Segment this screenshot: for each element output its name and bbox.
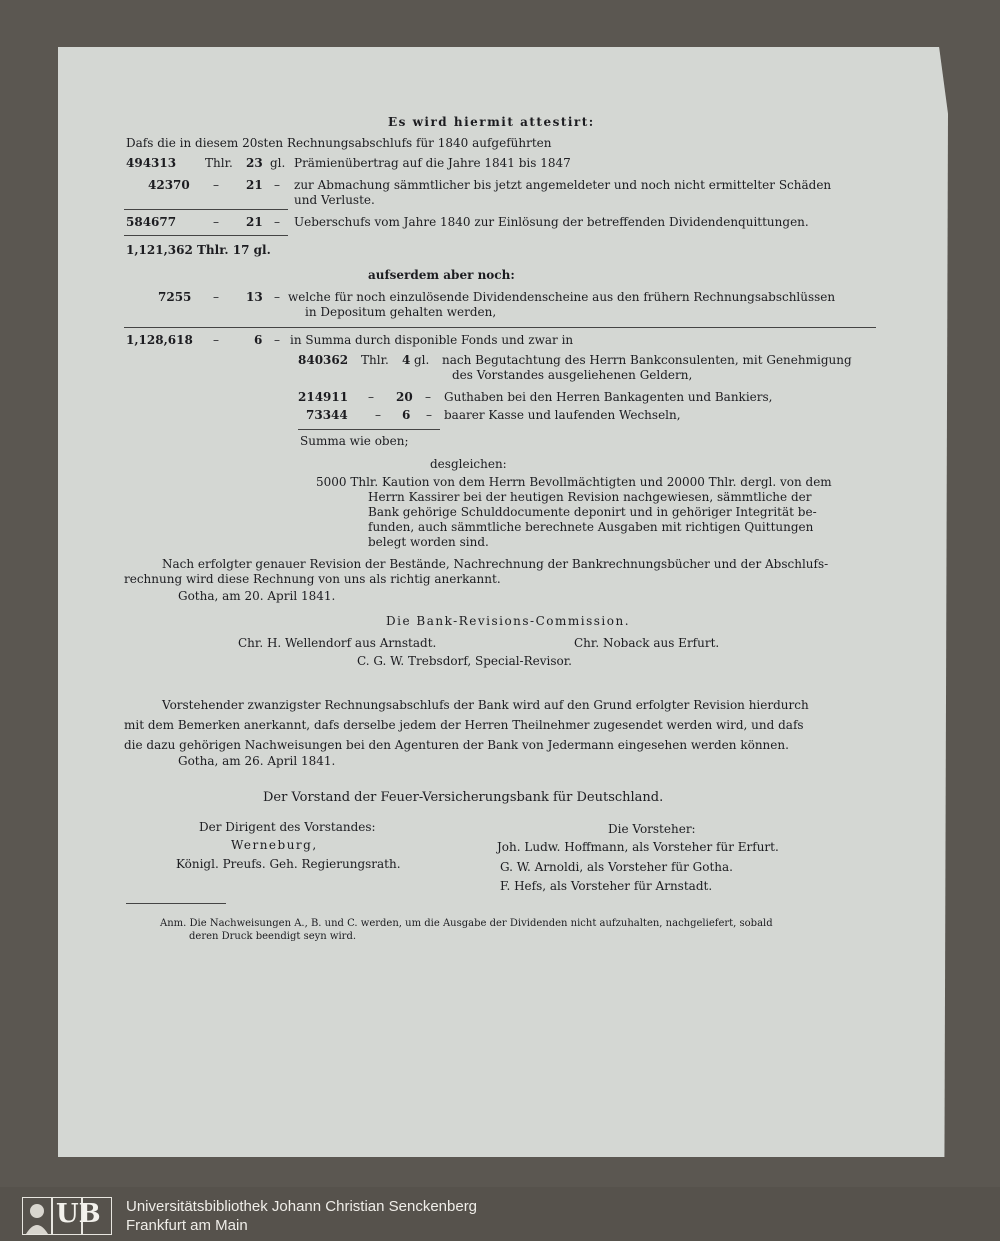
- entry-1-groschen: 23: [246, 156, 263, 170]
- entry-1-unit: Thlr.: [205, 156, 233, 170]
- summa-wie-oben: Summa wie oben;: [300, 434, 409, 448]
- dirigent-label: Der Dirigent des Vorstandes:: [199, 820, 376, 834]
- intro-text: Dafs die in diesem 20sten Rechnungsabschlufs für 1840 aufgeführten: [126, 136, 552, 150]
- total-groschen: 6: [254, 333, 263, 347]
- entry-3-groschen-unit: –: [274, 215, 280, 229]
- entry-2-groschen: 21: [246, 178, 263, 192]
- approval-line-1: Vorstehender zwanzigster Rechnungsabschlufs der Bank wird auf den Grund erfolgter Revision hierdurch: [162, 698, 809, 712]
- total-amount: 1,128,618: [126, 333, 193, 347]
- fund-1-text-cont: des Vorstandes ausgeliehenen Geldern,: [452, 368, 693, 382]
- place-date-2: Gotha, am 26. April 1841.: [178, 754, 336, 768]
- board-title: Der Vorstand der Feuer-Versicherungsbank für Deutschland.: [263, 790, 664, 805]
- total-unit: –: [213, 333, 219, 347]
- vorsteher-2: G. W. Arnoldi, als Vorsteher für Gotha.: [500, 860, 733, 874]
- kaution-line-1: 5000 Thlr. Kaution von dem Herrn Bevollmächtigten und 20000 Thlr. dergl. von dem: [316, 475, 832, 489]
- kaution-line-5: belegt worden sind.: [368, 535, 489, 549]
- kaution-line-2: Herrn Kassirer bei der heutigen Revision nachgewiesen, sämmtliche der: [368, 490, 812, 504]
- vorsteher-3: F. Hefs, als Vorsteher für Arnstadt.: [500, 879, 713, 893]
- approval-line-2: mit dem Bemerken anerkannt, dafs derselbe jedem der Herren Theilnehmer zugesendet werden wird, und dafs: [124, 718, 804, 732]
- entry-2-unit: –: [213, 178, 219, 192]
- footnote-line-2: deren Druck beendigt seyn wird.: [189, 931, 357, 942]
- extra-groschen-unit: –: [274, 290, 280, 304]
- entry-3-amount: 584677: [126, 215, 177, 229]
- fund-1-text: nach Begutachtung des Herrn Bankconsulenten, mit Genehmigung: [442, 353, 852, 367]
- ausserdem-heading: aufserdem aber noch:: [368, 268, 515, 282]
- fund-2-text: Guthaben bei den Herren Bankagenten und Bankiers,: [444, 390, 773, 404]
- commission-member-1: Chr. H. Wellendorf aus Arnstadt.: [238, 636, 437, 650]
- subtotal: 1,121,362 Thlr. 17 gl.: [126, 243, 271, 257]
- entry-1-groschen-unit: gl.: [270, 156, 286, 170]
- extra-text: welche für noch einzulösende Dividendenscheine aus den frühern Rechnungsabschlüssen: [288, 290, 836, 304]
- commission-title: Die Bank-Revisions-Commission.: [386, 614, 631, 628]
- total-groschen-unit: –: [274, 333, 280, 347]
- divider: [124, 235, 288, 236]
- fund-3-groschen-unit: –: [426, 408, 432, 422]
- commission-member-3: C. G. W. Trebsdorf, Special-Revisor.: [357, 654, 572, 668]
- entry-2-groschen-unit: –: [274, 178, 280, 192]
- portrait-icon: [22, 1197, 52, 1235]
- entry-2-text: zur Abmachung sämmtlicher bis jetzt angemeldeter und noch nicht ermittelter Schäden: [294, 178, 832, 192]
- kaution-line-4: funden, auch sämmtliche berechnete Ausgaben mit richtigen Quittungen: [368, 520, 814, 534]
- document-heading: Es wird hiermit attestirt:: [388, 115, 595, 129]
- fund-3-unit: –: [375, 408, 381, 422]
- dirigent-name: Werneburg,: [231, 838, 318, 852]
- fund-3-groschen: 6: [402, 408, 411, 422]
- footnote-line-1: Anm. Die Nachweisungen A., B. und C. werden, um die Ausgabe der Dividenden nicht aufzuhalten, nachgeliefert, sobald: [160, 918, 773, 929]
- fund-1-unit: Thlr.: [361, 353, 389, 367]
- entry-1-amount: 494313: [126, 156, 177, 170]
- vorsteher-label: Die Vorsteher:: [608, 822, 696, 836]
- fund-1-groschen: 4: [402, 353, 411, 367]
- place-date-1: Gotha, am 20. April 1841.: [178, 589, 336, 603]
- divider: [124, 327, 876, 328]
- dirigent-title: Königl. Preufs. Geh. Regierungsrath.: [176, 857, 401, 871]
- approval-line-3: die dazu gehörigen Nachweisungen bei den Agenturen der Bank von Jedermann eingesehen werden können.: [124, 738, 789, 752]
- fund-3-text: baarer Kasse und laufenden Wechseln,: [444, 408, 681, 422]
- extra-unit: –: [213, 290, 219, 304]
- entry-2-amount: 42370: [148, 178, 190, 192]
- vorsteher-1: Joh. Ludw. Hoffmann, als Vorsteher für Erfurt.: [497, 840, 779, 854]
- kaution-line-3: Bank gehörige Schulddocumente deponirt und in gehöriger Integrität be-: [368, 505, 817, 519]
- entry-3-text: Ueberschufs vom Jahre 1840 zur Einlösung der betreffenden Dividendenquittungen.: [294, 215, 809, 229]
- fund-2-unit: –: [368, 390, 374, 404]
- entry-3-groschen: 21: [246, 215, 263, 229]
- extra-text-cont: in Depositum gehalten werden,: [305, 305, 497, 319]
- logo-text: UB: [56, 1199, 101, 1229]
- commission-member-2: Chr. Noback aus Erfurt.: [574, 636, 720, 650]
- divider: [298, 429, 440, 430]
- entry-2-text-cont: und Verluste.: [294, 193, 375, 207]
- total-text: in Summa durch disponible Fonds und zwar in: [290, 333, 574, 347]
- entry-1-text: Prämienübertrag auf die Jahre 1841 bis 1847: [294, 156, 571, 170]
- fund-1-groschen-unit: gl.: [414, 353, 430, 367]
- extra-amount: 7255: [158, 290, 192, 304]
- footer-line-1: Universitätsbibliothek Johann Christian Senckenberg: [126, 1198, 478, 1215]
- footnote-rule: [126, 903, 226, 904]
- footer-line-2: Frankfurt am Main: [126, 1217, 248, 1234]
- revision-line-1: Nach erfolgter genauer Revision der Bestände, Nachrechnung der Bankrechnungsbücher und der Abschlufs-: [162, 557, 829, 571]
- fund-2-groschen-unit: –: [425, 390, 431, 404]
- fund-2-groschen: 20: [396, 390, 413, 404]
- extra-groschen: 13: [246, 290, 263, 304]
- library-logo: [22, 1197, 118, 1233]
- fund-1-amount: 840362: [298, 353, 349, 367]
- fund-3-amount: 73344: [306, 408, 348, 422]
- divider: [124, 209, 288, 210]
- revision-line-2: rechnung wird diese Rechnung von uns als richtig anerkannt.: [124, 572, 501, 586]
- fund-2-amount: 214911: [298, 390, 349, 404]
- entry-3-unit: –: [213, 215, 219, 229]
- desgleichen-heading: desgleichen:: [430, 457, 507, 471]
